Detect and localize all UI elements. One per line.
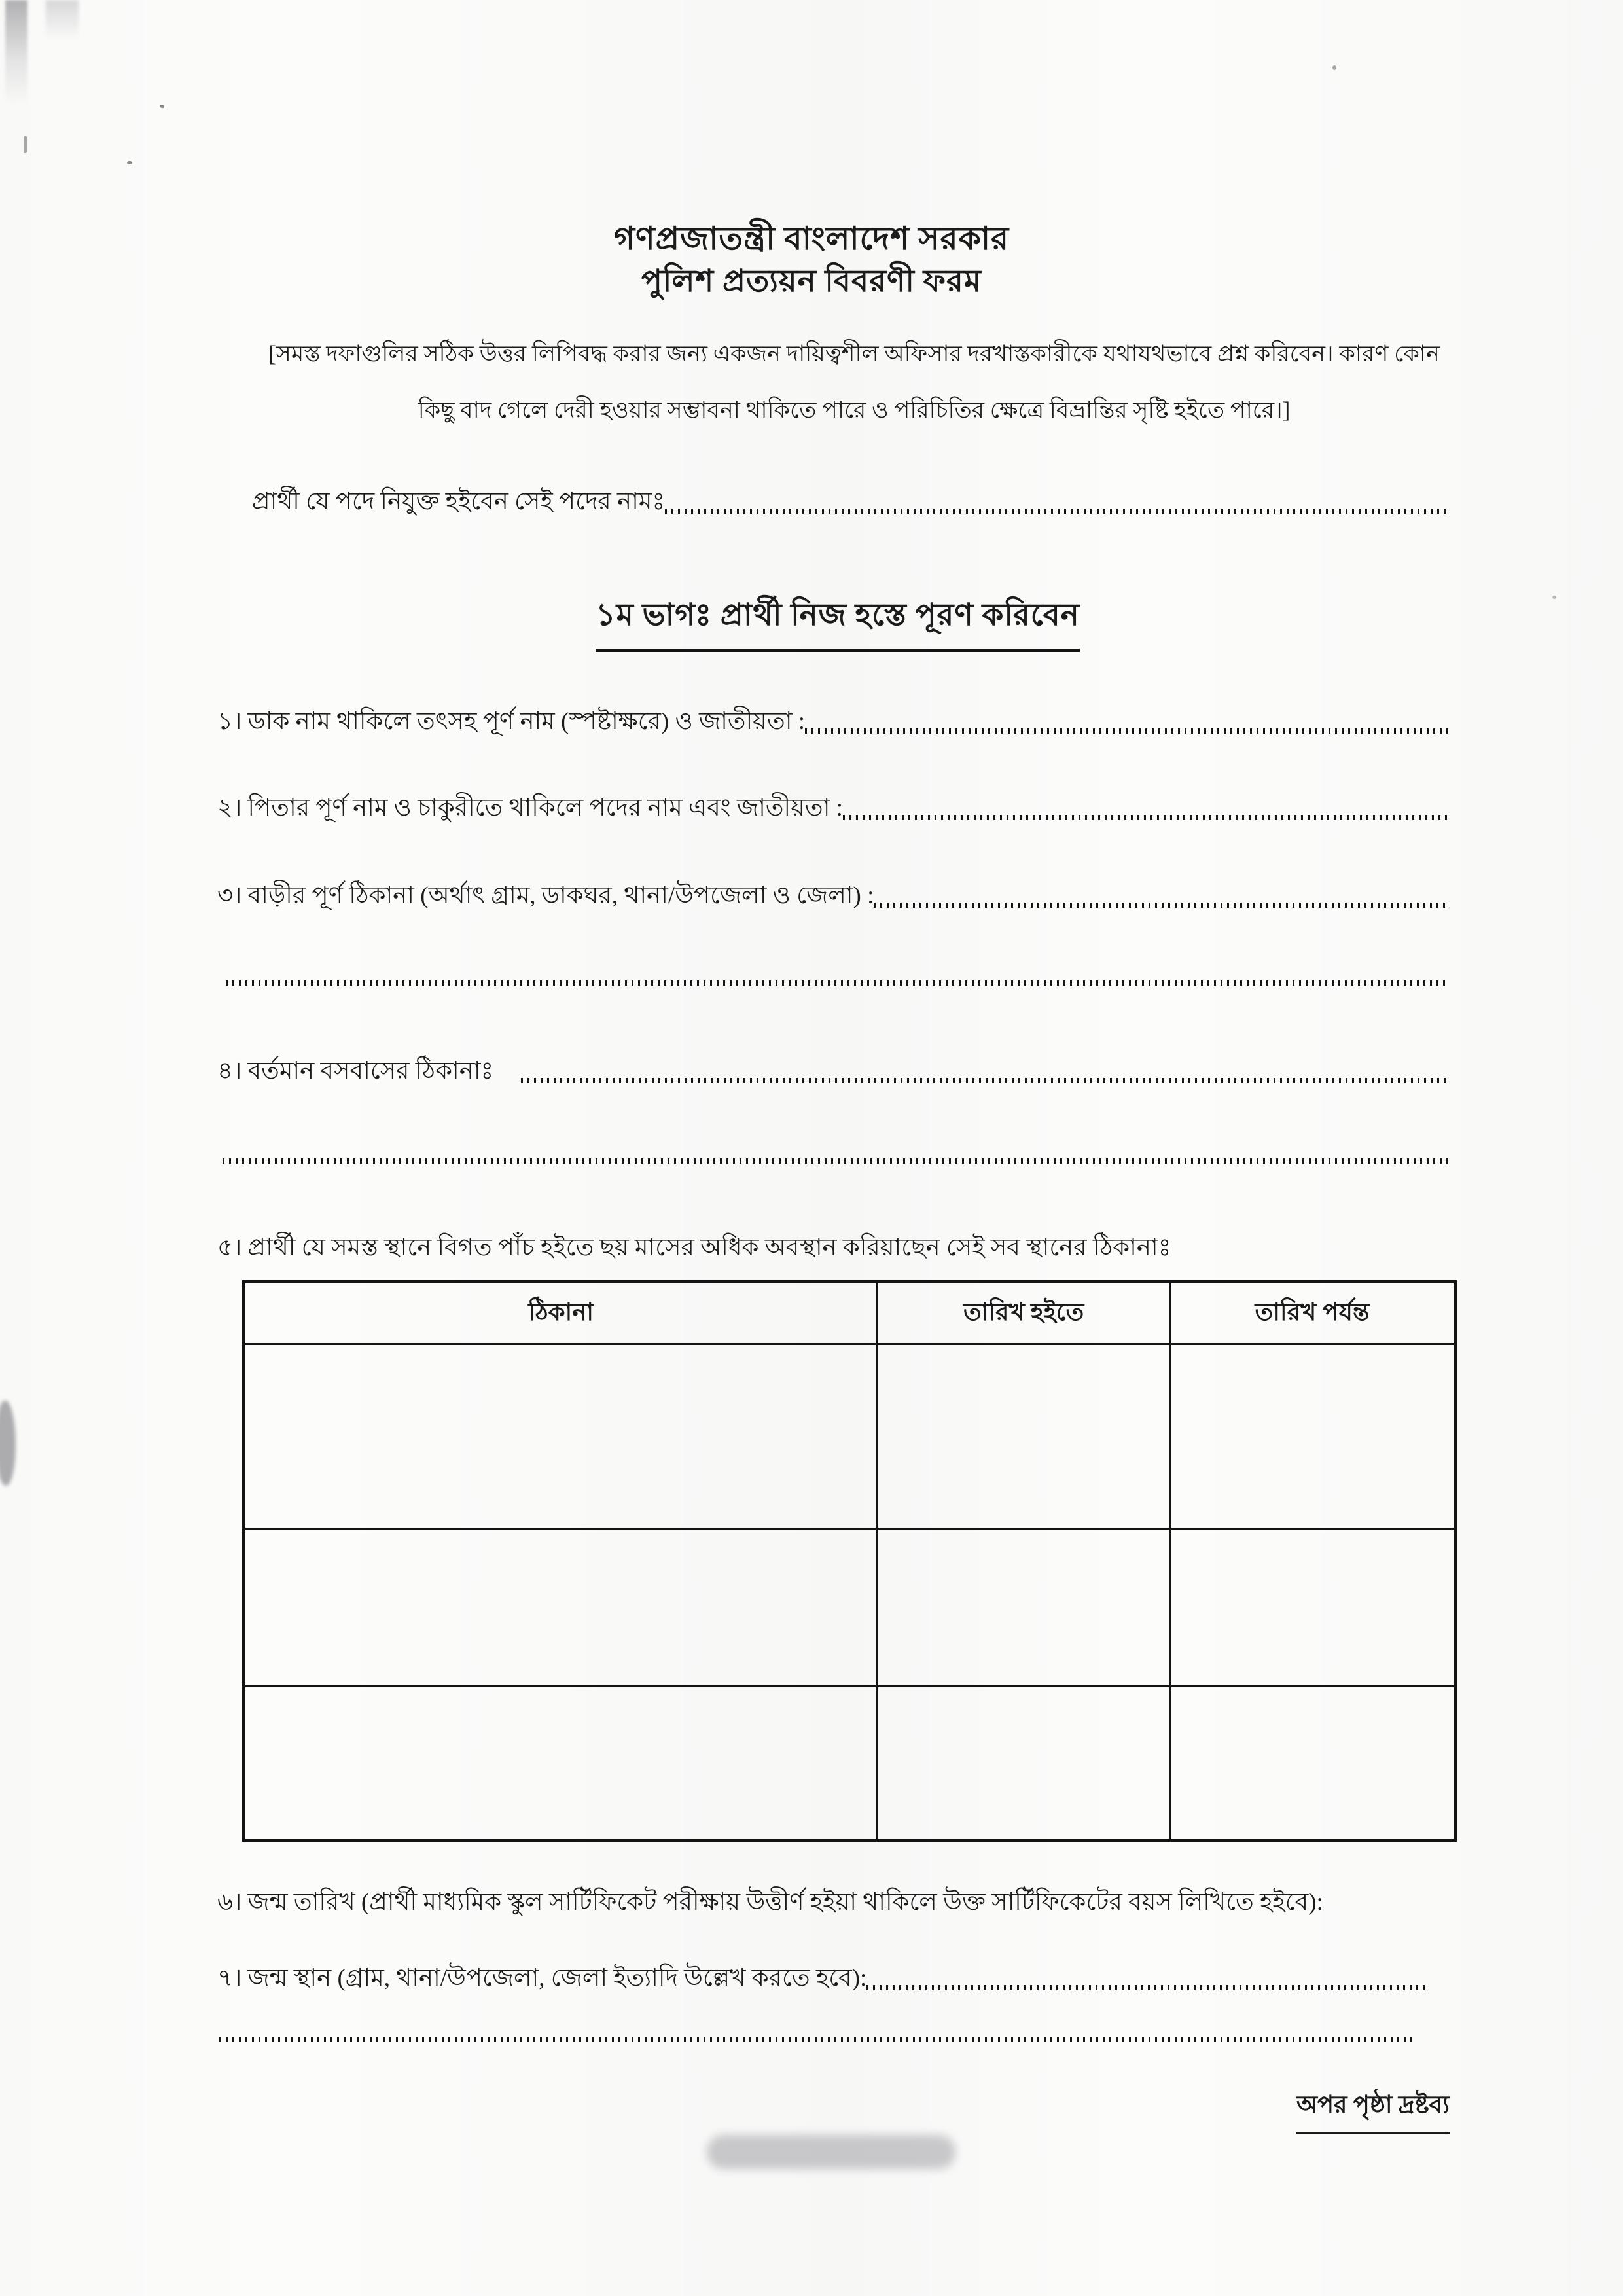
item3-continuation-write-line — [226, 980, 1447, 986]
table-cell-r1-date-to — [1171, 1345, 1454, 1530]
item6-field-row — [217, 1885, 1578, 1920]
item1-write-line — [805, 728, 1450, 734]
item5-label: ৫। প্রার্থী যে সমস্ত স্থানে বিগত পাঁচ হইতে ছয় মাসের অধিক অবস্থান করিয়াছেন সেই সব স্থানের ঠিকানাঃ — [217, 1234, 1171, 1261]
table-cell-r2-date-to — [1171, 1530, 1454, 1687]
post-name-write-line — [665, 509, 1448, 514]
instructions-line-1: [সমস্ত দফাগুলির সঠিক উত্তর লিপিবদ্ধ করার জন্য একজন দায়িত্বশীল অফিসার দরখাস্তকারীকে যথাযথভাবে প্রশ্ন করিবেন। কারণ কোন — [268, 341, 1440, 367]
form-name-title: পুলিশ প্রত্যয়ন বিবরণী ফরম — [641, 264, 982, 298]
table-cell-r3-date-from — [878, 1687, 1171, 1839]
post-name-label: প্রার্থী যে পদে নিযুক্ত হইবেন সেই পদের নামঃ — [252, 488, 666, 515]
scan-artifact-speck — [159, 104, 164, 109]
scan-artifact-speck — [127, 161, 132, 164]
item7-continuation-write-line — [219, 2037, 1412, 2042]
item1-field-row — [217, 704, 1450, 740]
form-title-block — [0, 217, 1623, 302]
table-cell-r1-address — [245, 1345, 878, 1530]
item2-write-line — [843, 815, 1450, 820]
table-cell-r1-date-from — [878, 1345, 1171, 1530]
table-header-date-from: তারিখ হইতে — [878, 1283, 1171, 1345]
item3-field-row — [217, 878, 1450, 914]
instructions-note — [216, 326, 1492, 439]
section1-heading-wrap — [0, 591, 1623, 652]
scan-artifact-top-left-shadow — [46, 0, 79, 39]
item4-continuation-write-line — [223, 1158, 1448, 1164]
table-header-date-to: তারিখ পর্যন্ত — [1171, 1283, 1454, 1345]
item4-label: ৪। বর্তমান বসবাসের ঠিকানাঃ — [217, 1058, 494, 1085]
scan-artifact-bottom-smudge — [707, 2135, 955, 2169]
see-other-page-note: অপর পৃষ্ঠা দ্রষ্টব্য — [1296, 2085, 1450, 2134]
item5-field-row — [217, 1230, 1526, 1266]
item2-label: ২। পিতার পূর্ণ নাম ও চাকুরীতে থাকিলে পদের নাম এবং জাতীয়তা : — [217, 795, 843, 821]
scan-artifact-speck — [1332, 65, 1336, 70]
section1-heading: ১ম ভাগঃ প্রার্থী নিজ হস্তে পূরণ করিবেন — [596, 591, 1080, 652]
item7-write-line — [866, 1985, 1428, 1990]
table-header-address: ঠিকানা — [245, 1283, 878, 1345]
instructions-line-2: কিছু বাদ গেলে দেরী হওয়ার সম্ভাবনা থাকিতে পারে ও পরিচিতির ক্ষেত্রে বিভ্রান্তির সৃষ্টি হইতে পারে।] — [418, 397, 1291, 423]
scan-artifact-top-left-strip — [5, 0, 27, 105]
table-cell-r2-address — [245, 1530, 878, 1687]
item4-write-line — [521, 1078, 1450, 1083]
scan-artifact-left-edge-blob — [0, 1401, 16, 1486]
government-title: গণপ্রজাতন্ত্রী বাংলাদেশ সরকার — [613, 221, 1010, 257]
scan-artifact-speck — [24, 136, 27, 153]
post-name-field-row — [252, 484, 1448, 520]
item1-label: ১। ডাক নাম থাকিলে তৎসহ পূর্ণ নাম (স্পষ্টাক্ষরে) ও জাতীয়তা : — [217, 708, 805, 735]
table-cell-r3-address — [245, 1687, 878, 1839]
item7-field-row — [217, 1961, 1428, 1996]
item3-write-line — [874, 903, 1450, 908]
item6-label: ৬। জন্ম তারিখ (প্রার্থী মাধ্যমিক স্কুল সার্টিফিকেট পরীক্ষায় উত্তীর্ণ হইয়া থাকিলে উক্ত সার্টিফিকেটের বয়স লিখিতে হইবে): — [217, 1889, 1323, 1916]
table-cell-r3-date-to — [1171, 1687, 1454, 1839]
table-cell-r2-date-from — [878, 1530, 1171, 1687]
stay-history-table — [242, 1280, 1457, 1842]
item4-field-row — [217, 1054, 1450, 1089]
item3-label: ৩। বাড়ীর পূর্ণ ঠিকানা (অর্থাৎ গ্রাম, ডাকঘর, থানা/উপজেলা ও জেলা) : — [217, 882, 874, 909]
item2-field-row — [217, 791, 1450, 826]
item7-label: ৭। জন্ম স্থান (গ্রাম, থানা/উপজেলা, জেলা ইত্যাদি উল্লেখ করতে হবে): — [217, 1965, 867, 1992]
